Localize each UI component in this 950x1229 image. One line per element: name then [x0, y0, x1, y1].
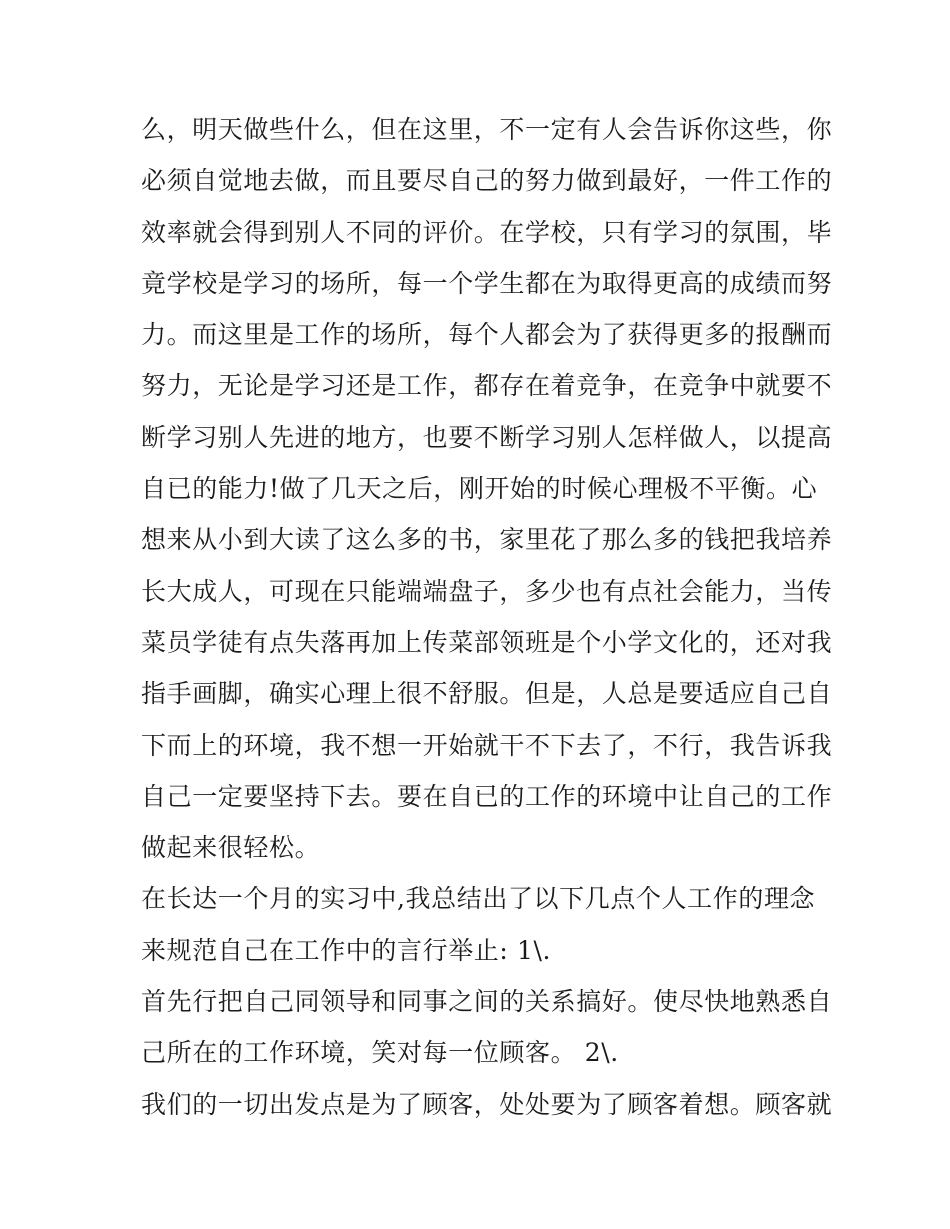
- text-line: 效率就会得到别人不同的评价。在学校，只有学习的氛围，毕: [141, 217, 833, 247]
- text-line: 己所在的工作环境，笑对每一位顾客。 2\.: [141, 1038, 619, 1068]
- text-line: 下而上的环境，我不想一开始就干不下去了，不行，我告诉我: [141, 730, 833, 760]
- text-line: 努力，无论是学习还是工作，都存在着竞争，在竞争中就要不: [141, 371, 833, 401]
- text-line: 做起来很轻松。: [141, 833, 321, 863]
- document-body: [141, 104, 833, 1130]
- text-line: 必须自觉地去做，而且要尽自己的努力做到最好，一件工作的: [141, 166, 833, 196]
- text-line: 自已的能力!做了几天之后，刚开始的时候心理极不平衡。心: [141, 474, 818, 504]
- text-line: 断学习别人先进的地方，也要不断学习别人怎样做人，以提高: [141, 422, 833, 452]
- text-line: 想来从小到大读了这么多的书，家里花了那么多的钱把我培养: [141, 525, 833, 555]
- text-line: 么，明天做些什么，但在这里，不一定有人会告诉你这些，你: [141, 115, 833, 144]
- text-line: 指手画脚，确实心理上很不舒服。但是，人总是要适应自己自: [141, 679, 833, 709]
- text-line: 竟学校是学习的场所，每一个学生都在为取得更高的成绩而努: [141, 268, 833, 298]
- text-line: 首先行把自己同领导和同事之间的关系搞好。使尽快地熟悉自: [141, 987, 833, 1017]
- text-line: 来规范自己在工作中的言行举止: 1\.: [141, 935, 552, 965]
- text-line: 长大成人，可现在只能端端盘子，多少也有点社会能力，当传: [141, 576, 833, 606]
- text-line: 自己一定要坚持下去。要在自已的工作的环境中让自己的工作: [141, 781, 833, 811]
- text-line: 在长达一个月的实习中,我总结出了以下几点个人工作的理念: [141, 884, 816, 914]
- text-line: 力。而这里是工作的场所，每个人都会为了获得更多的报酬而: [141, 320, 833, 350]
- text-line: 菜员学徒有点失落再加上传菜部领班是个小学文化的，还对我: [141, 627, 833, 657]
- text-line: 我们的一切出发点是为了顾客，处处要为了顾客着想。顾客就: [141, 1089, 833, 1119]
